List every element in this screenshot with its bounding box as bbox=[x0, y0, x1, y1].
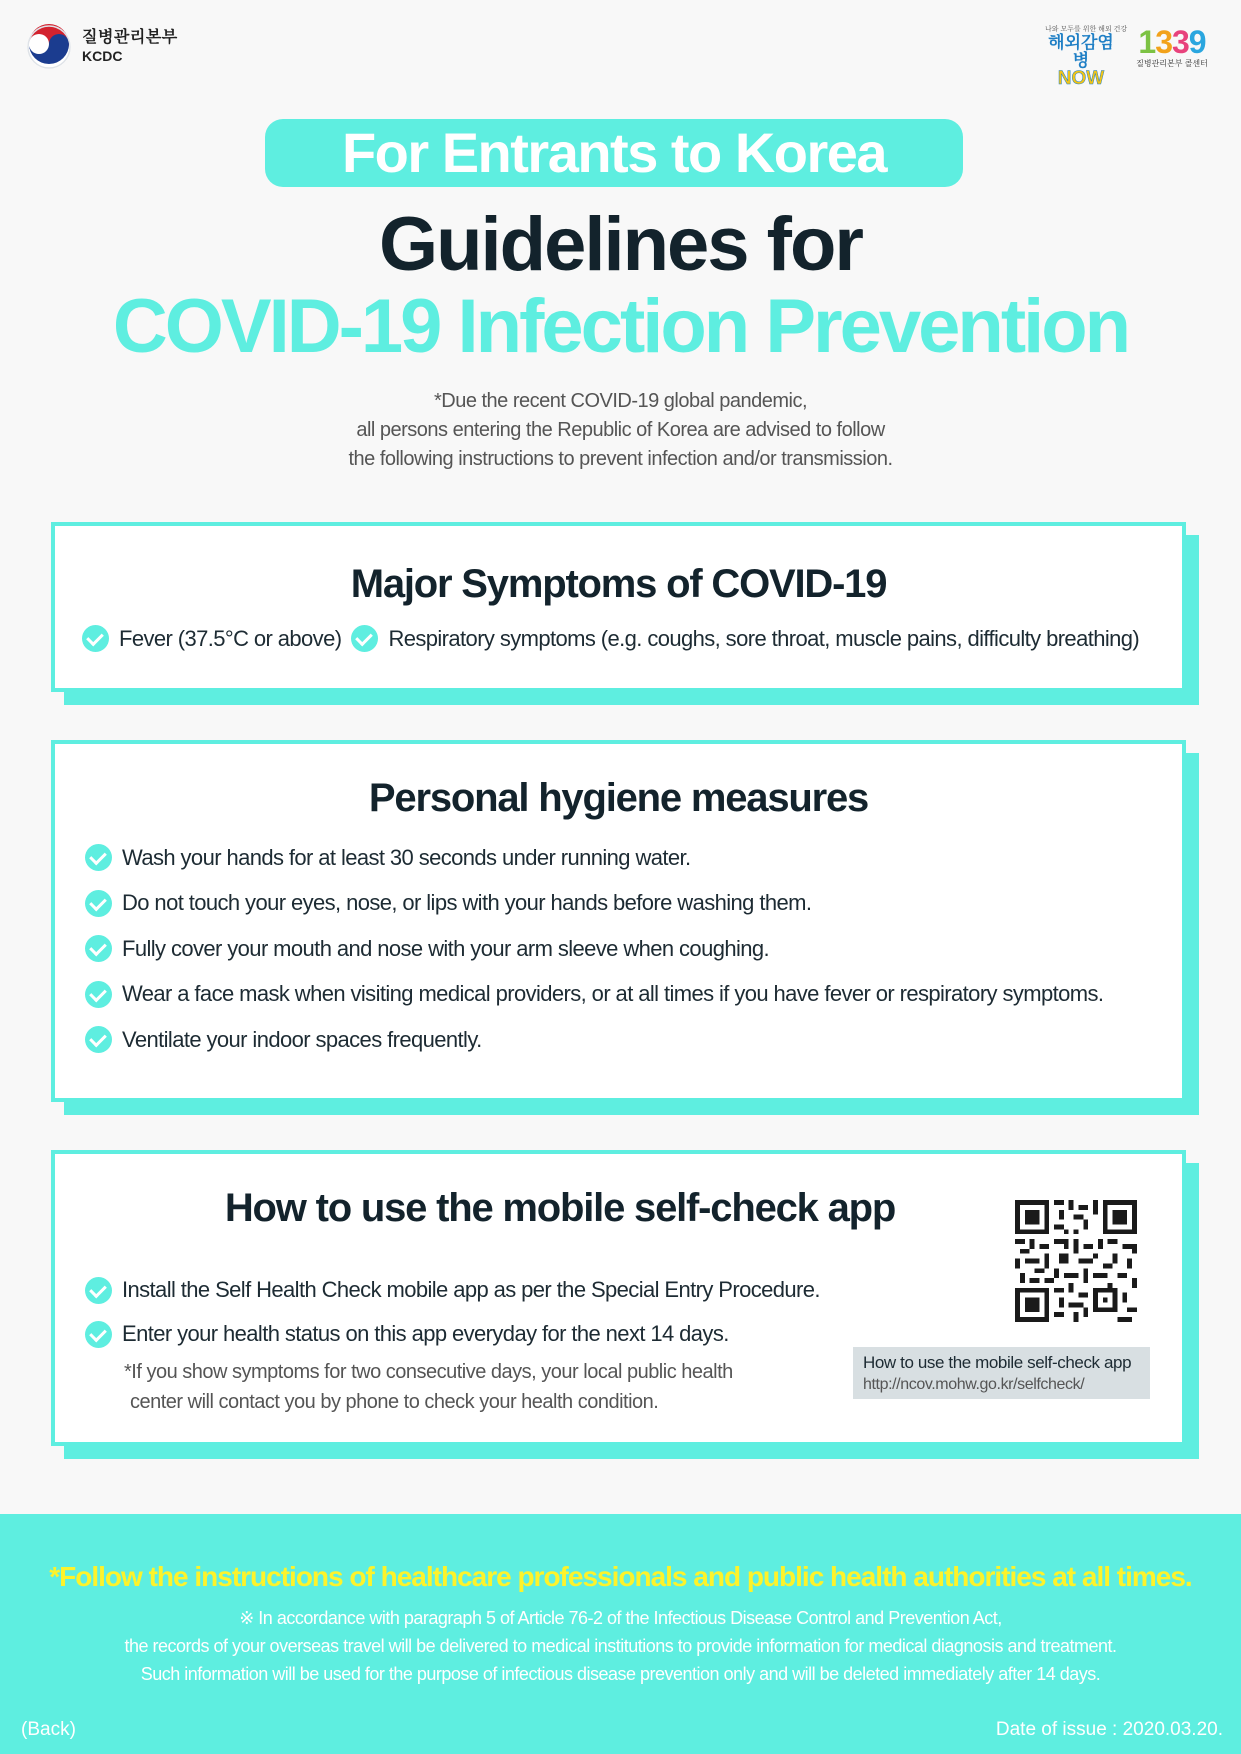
kcdc-korean-name: 질병관리본부 bbox=[82, 29, 178, 46]
check-icon bbox=[85, 844, 112, 871]
hygiene-card bbox=[51, 740, 1186, 1102]
list-item bbox=[82, 625, 341, 652]
hygiene-text: Do not touch your eyes, nose, or lips with your hands before washing them. bbox=[122, 890, 812, 916]
overseas-infection-now-logo bbox=[1045, 24, 1128, 89]
intro-text bbox=[0, 387, 1241, 474]
hygiene-text: Fully cover your mouth and nose with your arm sleeve when coughing. bbox=[122, 935, 770, 961]
symptom-text: Fever (37.5°C or above) bbox=[119, 625, 342, 651]
check-icon bbox=[82, 625, 109, 652]
intro-line: *Due the recent COVID-19 global pandemic, bbox=[433, 390, 808, 412]
list-item bbox=[85, 1017, 1182, 1063]
kcdc-logo bbox=[26, 24, 178, 70]
list-item bbox=[85, 972, 1182, 1018]
app-note-line: *If you show symptoms for two consecutive days, your local public health bbox=[124, 1361, 733, 1383]
list-item bbox=[85, 926, 1182, 972]
footer-legal-notes bbox=[0, 1604, 1241, 1688]
check-icon bbox=[351, 625, 378, 652]
hotline-1339-logo bbox=[1130, 24, 1214, 69]
qr-code-icon[interactable] bbox=[1015, 1200, 1137, 1322]
hygiene-text: Wash your hands for at least 30 seconds under running water. bbox=[122, 844, 691, 870]
symptoms-heading: Major Symptoms of COVID-19 bbox=[350, 562, 887, 606]
list-item bbox=[85, 1312, 820, 1356]
app-note bbox=[124, 1357, 733, 1417]
title-banner: For Entrants to Korea bbox=[265, 119, 963, 187]
list-item bbox=[85, 881, 1182, 927]
footer-note-line: Such information will be used for the purpose of infectious disease prevention only and will be deleted immediately after 14 days. bbox=[140, 1664, 1101, 1684]
check-icon bbox=[85, 981, 112, 1008]
now-logo-main: 해외감염병 bbox=[1048, 33, 1114, 70]
check-icon bbox=[85, 1277, 112, 1304]
symptom-text: Respiratory symptoms (e.g. coughs, sore throat, muscle pains, difficulty breathing) bbox=[388, 625, 1140, 651]
self-check-url-box bbox=[853, 1347, 1150, 1399]
hotline-digit: 9 bbox=[1188, 24, 1206, 60]
app-note-line: center will contact you by phone to check your health condition. bbox=[130, 1391, 659, 1413]
hygiene-text: Ventilate your indoor spaces frequently. bbox=[122, 1026, 482, 1052]
hotline-caption: 질병관리본부 콜센터 bbox=[1136, 59, 1208, 68]
list-item bbox=[85, 1268, 820, 1312]
intro-line: all persons entering the Republic of Korea are advised to follow bbox=[356, 419, 885, 441]
check-icon bbox=[85, 1321, 112, 1348]
hygiene-text: Wear a face mask when visiting medical providers, or at all times if you have fever or respiratory symptoms. bbox=[122, 981, 1104, 1007]
hotline-number bbox=[1130, 24, 1214, 60]
page-title-line1: Guidelines for bbox=[379, 202, 862, 287]
footer bbox=[0, 1514, 1241, 1754]
now-logo-tagline: 나와 모두를 위한 해외 건강 bbox=[1045, 26, 1128, 33]
issue-date: Date of issue : 2020.03.20. bbox=[995, 1719, 1223, 1740]
footer-highlight: *Follow the instructions of healthcare professionals and public health authorities at all times. bbox=[49, 1561, 1192, 1592]
now-logo-big: NOW bbox=[1057, 68, 1105, 89]
check-icon bbox=[85, 890, 112, 917]
self-check-app-card bbox=[51, 1150, 1186, 1446]
check-icon bbox=[85, 1026, 112, 1053]
hygiene-heading: Personal hygiene measures bbox=[368, 776, 869, 820]
list-item bbox=[351, 625, 1139, 652]
symptoms-list bbox=[82, 625, 1182, 652]
check-icon bbox=[85, 935, 112, 962]
footer-note-line: ※ In accordance with paragraph 5 of Article 76-2 of the Infectious Disease Control and Prevention Act, bbox=[239, 1608, 1002, 1628]
url-title: How to use the mobile self-check app bbox=[863, 1353, 1132, 1372]
kcdc-english-name: KCDC bbox=[82, 48, 123, 64]
page-side-label: (Back) bbox=[21, 1719, 76, 1740]
app-step-text: Enter your health status on this app everyday for the next 14 days. bbox=[122, 1321, 729, 1346]
taegeuk-emblem-icon bbox=[26, 24, 72, 70]
hotline-digit: 1 bbox=[1138, 24, 1156, 60]
app-step-text: Install the Self Health Check mobile app as per the Special Entry Procedure. bbox=[122, 1277, 820, 1302]
self-check-url-link[interactable]: http://ncov.mohw.go.kr/selfcheck/ bbox=[863, 1376, 1085, 1393]
page-title-line2: COVID-19 Infection Prevention bbox=[112, 284, 1129, 369]
symptoms-card bbox=[51, 522, 1186, 692]
app-list bbox=[55, 1268, 820, 1356]
hygiene-list bbox=[55, 835, 1182, 1063]
intro-line: the following instructions to prevent infection and/or transmission. bbox=[348, 448, 893, 470]
app-heading: How to use the mobile self-check app bbox=[224, 1186, 896, 1230]
hotline-digit: 3 bbox=[1172, 24, 1189, 60]
footer-note-line: the records of your overseas travel will be delivered to medical institutions to provide information for medical diagnosis and treatment. bbox=[124, 1636, 1117, 1656]
hotline-digit: 3 bbox=[1155, 24, 1172, 60]
list-item bbox=[85, 835, 1182, 881]
